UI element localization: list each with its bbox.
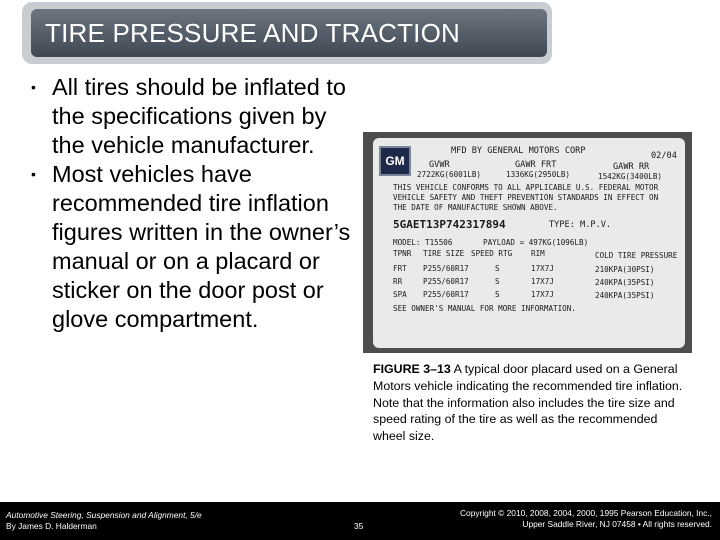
book-author: By James D. Halderman — [6, 521, 97, 531]
conform-line-1: THIS VEHICLE CONFORMS TO ALL APPLICABLE U.S. FEDERAL MOTOR — [393, 183, 659, 192]
row-size: P255/60R17 — [423, 277, 469, 286]
figure-number: FIGURE 3–13 — [373, 362, 451, 376]
payload: PAYLOAD = 497KG(1096LB) — [483, 238, 589, 247]
row-size: P255/60R17 — [423, 290, 469, 299]
col-rim: RIM — [531, 249, 545, 258]
page-number: 35 — [354, 521, 364, 531]
copyright-line-1: Copyright © 2010, 2008, 2004, 2000, 1995 Pearson Education, Inc., — [459, 508, 712, 518]
row-pos: FRT — [393, 264, 407, 273]
gm-logo: GM — [379, 146, 411, 176]
bullet-text: All tires should be inflated to the specifications given by the vehicle manufacturer. — [52, 74, 346, 158]
bullet-dot-icon: • — [31, 79, 36, 95]
row-speed: S — [495, 290, 500, 299]
col-cold-pressure: COLD TIRE PRESSURE — [595, 251, 678, 260]
row-rim: 17X7J — [531, 264, 554, 273]
col-speed: SPEED RTG — [471, 249, 513, 258]
gawr-frt-label: GAWR FRT — [515, 160, 557, 170]
figure-caption — [373, 361, 693, 445]
bullet-text: Most vehicles have recommended tire inflation figures written in the owner’s manual or on a placard or sticker on the door post or glove compartment. — [52, 161, 351, 332]
row-pressure: 240KPA(35PSI) — [595, 278, 655, 287]
gawr-frt-value: 1336KG(2950LB) — [506, 170, 571, 179]
gvwr-value: 2722KG(6001LB) — [417, 170, 482, 179]
title-bar — [31, 9, 547, 57]
gawr-rr-value: 1542KG(3400LB) — [598, 172, 663, 181]
row-rim: 17X7J — [531, 290, 554, 299]
row-rim: 17X7J — [531, 277, 554, 286]
bullet-item — [22, 73, 362, 160]
bullet-list — [22, 73, 362, 334]
caption-text: A typical door placard used on a General Motors vehicle indicating the recommended tire inflation. Note that the information also includes the tire size and speed rating of the tire as well as the recommended wheel size. — [373, 362, 683, 444]
gawr-rr-label: GAWR RR — [613, 162, 650, 172]
bullet-item — [22, 160, 362, 334]
footer-book-info — [6, 510, 202, 532]
row-pos: RR — [393, 277, 403, 286]
conform-line-2: VEHICLE SAFETY AND THEFT PREVENTION STANDARDS IN EFFECT ON — [393, 193, 659, 202]
book-title: Automotive Steering, Suspension and Alignment, 5/e — [6, 510, 202, 520]
col-tire-size: TIRE SIZE — [423, 249, 465, 258]
copyright — [460, 508, 712, 530]
row-speed: S — [495, 264, 500, 273]
tire-placard-sticker — [373, 138, 685, 348]
footer-bar — [0, 502, 720, 540]
placard-photo — [363, 132, 692, 353]
placard-header: MFD BY GENERAL MOTORS CORP — [451, 146, 586, 156]
tpnr-label: TPNR — [393, 249, 412, 258]
placard-footer-note: SEE OWNER'S MANUAL FOR MORE INFORMATION. — [393, 304, 576, 313]
slide-title: TIRE PRESSURE AND TRACTION — [45, 17, 461, 48]
conform-line-3: THE DATE OF MANUFACTURE SHOWN ABOVE. — [393, 203, 558, 212]
vin: 5GAET13P742317894 — [393, 218, 506, 231]
row-size: P255/60R17 — [423, 264, 469, 273]
copyright-line-2: Upper Saddle River, NJ 07458 • All rights reserved. — [522, 519, 712, 529]
placard-date: 02/04 — [651, 151, 677, 161]
row-pos: SPA — [393, 290, 407, 299]
row-pressure: 210KPA(30PSI) — [595, 265, 655, 274]
row-speed: S — [495, 277, 500, 286]
model: MODEL: T15506 — [393, 238, 453, 247]
vehicle-type: TYPE: M.P.V. — [549, 220, 612, 230]
bullet-dot-icon: • — [31, 166, 36, 182]
row-pressure: 240KPA(35PSI) — [595, 291, 655, 300]
gvwr-label: GVWR — [429, 160, 450, 170]
